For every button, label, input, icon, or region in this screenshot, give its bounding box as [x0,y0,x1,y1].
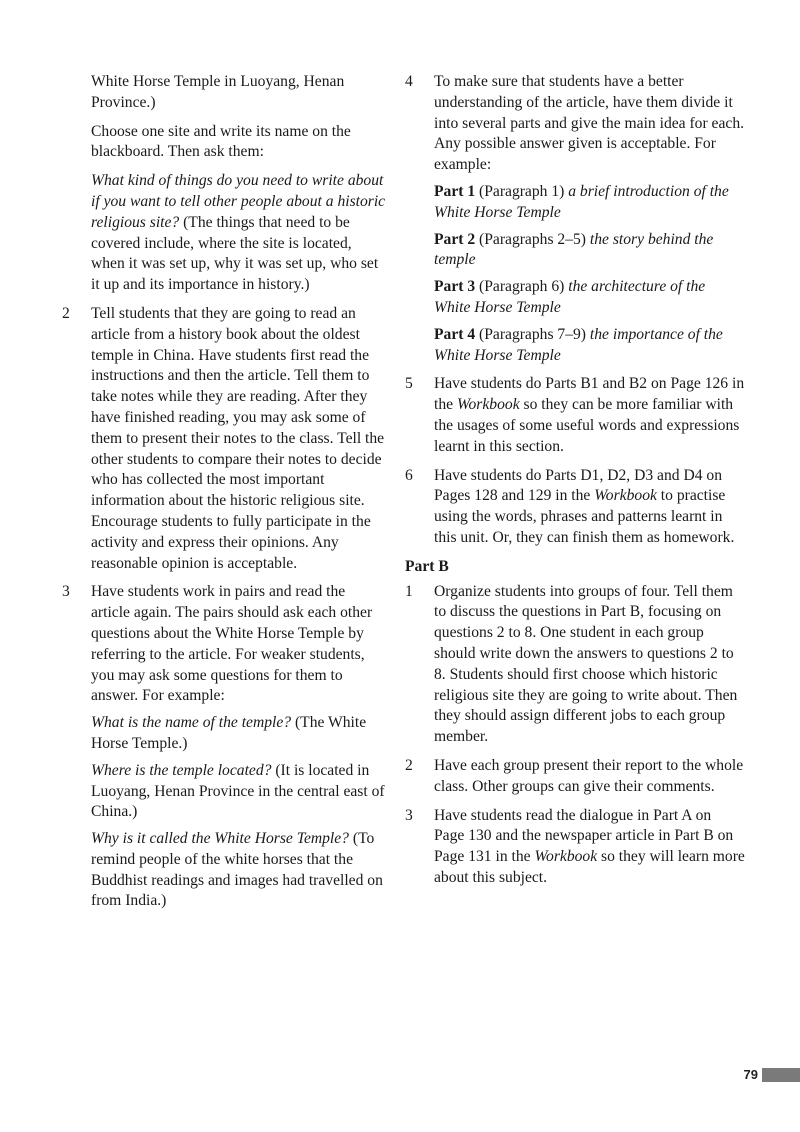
item-text-start: Have students do Parts B1 and B2 on Page 126 in the [434,375,745,414]
part-label: Part 4 [434,325,476,343]
left-column [62,72,388,920]
workbook-title: Workbook [594,487,657,505]
question-paragraph [91,171,388,296]
example-qa-3 [91,829,388,912]
item-text: Organize students into groups of four. Tell them to discuss the questions in Part B, focusing on questions 2 to 8. One student in each group should write down the answers to questions 2 to 8. Students should first choose which historic religious site they are going to write about. Then they should assign different jobs to each group member. [434,582,738,746]
part-summary-3 [434,277,745,319]
part-idea: the importance of the White Horse Temple [434,325,723,364]
item-number: 6 [405,466,413,484]
part-summary-2 [434,230,745,272]
instruction-paragraph: Choose one site and write its name on the blackboard. Then ask them: [91,122,351,161]
item-number: 2 [62,304,70,322]
part-range: (Paragraphs 2–5) [475,230,590,248]
item-text [434,466,745,549]
item-number: 1 [405,582,413,600]
part-b-item-1 [405,582,745,748]
part-summary-4 [434,325,745,367]
list-item-5 [405,374,745,457]
continued-section [62,72,388,296]
list-item-4 [405,72,745,366]
item-text-end: so they will learn more about this subject. [434,848,745,886]
example-answer: (It is located in Luoyang, Henan Province in the central east of China.) [91,761,385,821]
item-number: 2 [405,756,413,774]
part-idea: the story behind the temple [434,230,714,269]
item-text [434,806,745,889]
prompt-answer: (The things that need to be covered include, where the site is located, when it was set up, why it was set up, who set it up and its importance in history.) [91,213,379,294]
prompt-question: What kind of things do you need to write about if you want to tell other people about a historic religious site? [91,172,386,231]
item-text-start: Have students do Parts D1, D2, D3 and D4 on Pages 128 and 129 in the [434,466,723,505]
example-question: Why is it called the White Horse Temple? [91,830,349,848]
item-text [434,374,745,457]
part-summary-1 [434,182,745,224]
item-text-start: Have students read the dialogue in Part A on Page 130 and the newspaper article in Part B on Page 131 in the [434,806,734,866]
item-number: 3 [62,583,70,601]
item-text: Have students work in pairs and read the article again. The pairs should ask each other questions about the White Horse Temple by referring to the article. For weaker students, you may ask some questions for them to answer. For example: [91,583,373,705]
page-number-bar [762,1068,800,1082]
example-answer: (The White Horse Temple.) [91,714,367,752]
example-qa-2 [91,761,388,823]
item-text-end: so they can be more familiar with the usages of some useful words and expressions learnt in this section. [434,396,740,455]
workbook-title: Workbook [456,396,520,414]
workbook-title: Workbook [534,848,598,866]
part-label: Part 3 [434,278,476,296]
part-range: (Paragraph 6) [475,278,569,296]
page-number: 79 [743,1066,758,1082]
example-question: What is the name of the temple? [91,714,292,732]
part-idea: a brief introduction of the White Horse Temple [434,182,729,221]
part-range: (Paragraph 1) [475,182,569,200]
list-item-2 [62,304,388,574]
right-column [405,72,745,897]
example-question: Where is the temple located? [91,761,272,779]
part-b-item-2 [405,756,745,798]
item-text-end: to practise using the words, phrases and patterns learnt in this unit. Or, they can finish them as homework. [434,487,735,546]
item-number: 5 [405,375,413,393]
item-number: 4 [405,73,413,90]
part-b-item-3 [405,806,745,889]
part-range: (Paragraphs 7–9) [475,325,590,343]
part-idea: the architecture of the White Horse Temple [434,278,706,316]
item-text: Tell students that they are going to read an article from a history book about the oldest temple in China. Have students first read the instructions and then the article. Tell them to take notes while they are reading. After they have finished reading, you may ask some of them to present their notes to the class. Tell the other students to compare their notes to decide who has collected the most important information about the historic religious site. Encourage students to fully participate in the activity and express their opinions. Any reasonable opinion is acceptable. [91,304,385,572]
item-number: 3 [405,806,413,824]
example-qa-1 [91,713,388,755]
continued-paragraph: White Horse Temple in Luoyang, Henan Province.) [91,73,345,111]
item-text: To make sure that students have a better understanding of the article, have them divide it into several parts and give the main idea for each. Any possible answer given is acceptable. For example: [434,73,745,174]
section-heading-part-b: Part B [405,557,449,575]
item-text: Have each group present their report to the whole class. Other groups can give their comments. [434,756,744,795]
list-item-3 [62,582,388,912]
example-answer: (To remind people of the white horses that the Buddhist readings and images had travelled on from India.) [91,830,383,910]
part-label: Part 1 [434,182,476,200]
page-footer [744,1067,800,1083]
list-item-6 [405,466,745,549]
part-label: Part 2 [434,230,476,248]
